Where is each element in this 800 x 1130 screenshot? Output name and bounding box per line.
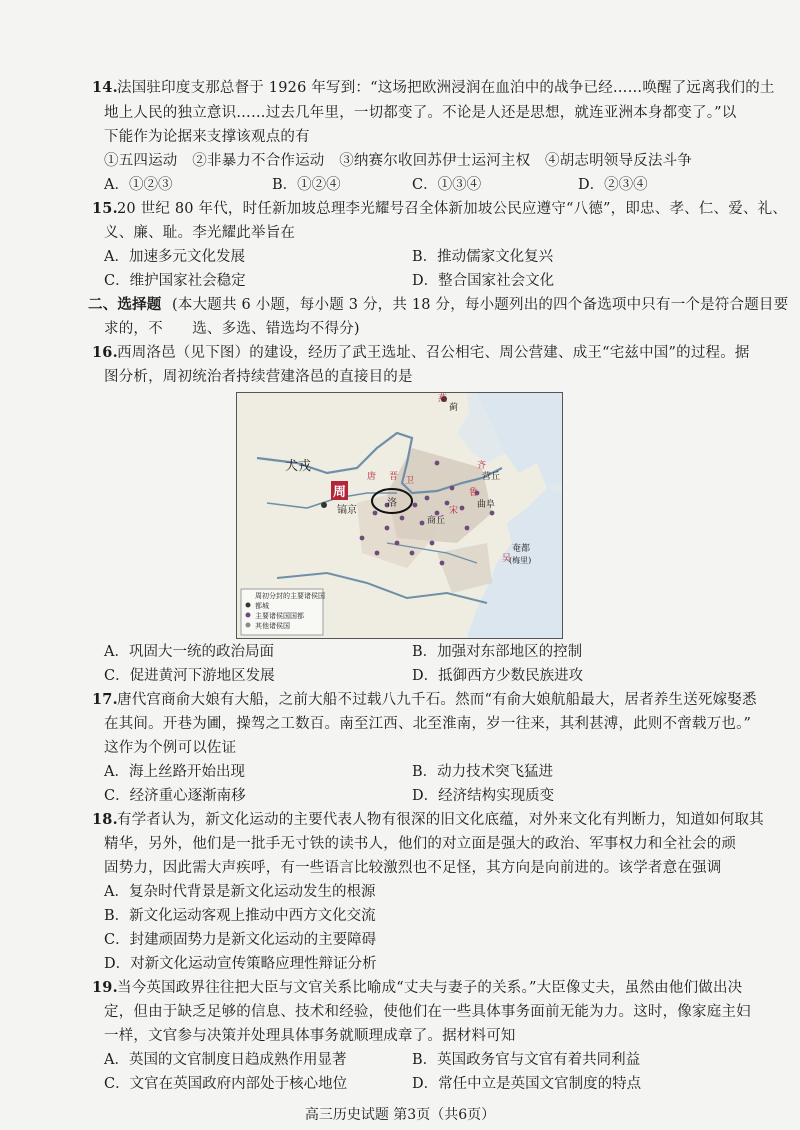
question-text-line: 当今英国政界往往把大臣与文官关系比喻成“丈夫与妻子的关系。”大臣像丈夫，虽然由他们做出决	[117, 980, 743, 996]
question-items: ①五四运动 ②非暴力不合作运动 ③纳赛尔收回苏伊士运河主权 ④胡志明领导反法斗争	[104, 153, 692, 169]
question-text-line: 精华，另外，他们是一批手无寸铁的读书人，他们的对立面是强大的政治、军事权力和全社会的顽	[104, 836, 737, 852]
question-text-line: 固势力，因此需大声疾呼，有一些语言比较激烈也不足怪，其方向是向前进的。该学者意在强调	[104, 860, 722, 876]
question-text-line: 地上人民的独立意识……过去几年里，一切都变了。不论是人还是思想，就连亚洲本身都变了。”以	[104, 105, 737, 121]
question-text-line: 下能作为论据来支撑该观点的有	[104, 129, 310, 145]
question-text-line: 义、廉、耻。李光耀此举旨在	[104, 225, 296, 241]
section-instructions: 求的，不 选、多选、错选均不得分)	[104, 321, 360, 337]
option-a[interactable]: A．英国的文官制度日趋成熟作用显著	[104, 1052, 347, 1068]
option-c[interactable]: C．促进黄河下游地区发展	[104, 668, 275, 684]
question-text-line: 20 世纪 80 年代，时任新加坡总理李光耀号召全体新加坡公民应遵守“八德”，即忠、孝、仁、爱、礼、	[117, 201, 788, 217]
map-label-haojing: 镐京	[337, 505, 357, 516]
map-label-luo: 洛	[387, 498, 397, 509]
option-a[interactable]: A．复杂时代背景是新文化运动发生的根源	[104, 884, 376, 900]
map-label-ji: 蓟	[449, 403, 459, 413]
option-d[interactable]: D．整合国家社会文化	[412, 273, 555, 289]
question-text-line: 有学者认为，新文化运动的主要代表人物有很深的旧文化底蕴，对外来文化有判断力，知道如何取其	[117, 812, 764, 828]
question-text-line: 定，但由于缺乏足够的信息、技术和经验，使他们在一些具体事务面前无能为力。这时，像家庭主妇	[104, 1004, 751, 1020]
map-label-wei: 卫	[405, 476, 415, 486]
option-b[interactable]: B．新文化运动客观上推动中西方文化交流	[104, 908, 376, 924]
option-d[interactable]: D．②③④	[578, 177, 648, 193]
question-number: 14.	[92, 79, 118, 96]
question-text-line: 在其间。开巷为圃，操驾之工数百。南至江西、北至淮南，岁一往来，其利甚溥，此则不啻载万也。”	[104, 716, 752, 732]
option-d[interactable]: D．经济结构实现质变	[412, 788, 555, 804]
map-label-yan: 燕	[438, 394, 448, 404]
option-b[interactable]: B．①②④	[272, 177, 341, 193]
question-text-line: 一样，文官参与决策并处理具体事务就顺理成章了。据材料可知	[104, 1028, 516, 1044]
option-d[interactable]: D．对新文化运动宣传策略应理性辩证分析	[104, 956, 377, 972]
option-b[interactable]: B．动力技术突飞猛进	[412, 764, 554, 780]
question-text-line: 这作为个例可以佐证	[104, 740, 237, 756]
question-text-line: 法国驻印度支那总督于 1926 年写到：“这场把欧洲浸润在血泊中的战争已经……唤醒了远离我们的土	[117, 80, 775, 96]
legend-item: 其他诸侯国	[255, 622, 290, 630]
option-d[interactable]: D．常任中立是英国文官制度的特点	[412, 1076, 642, 1092]
option-d[interactable]: D．抵御西方少数民族进攻	[412, 668, 584, 684]
option-c[interactable]: C．维护国家社会稳定	[104, 273, 246, 289]
option-b[interactable]: B．英国政务官与文官有着共同利益	[412, 1052, 641, 1068]
map-label-tang: 唐	[367, 472, 377, 482]
legend-item: 都城	[255, 602, 269, 610]
option-c[interactable]: C．文官在英国政府内部处于核心地位	[104, 1076, 348, 1092]
map-label-jin: 晋	[389, 472, 399, 482]
option-c[interactable]: C．经济重心逐渐南移	[104, 788, 246, 804]
map-label-wu: 吴	[502, 554, 512, 564]
question-number: 17.	[92, 691, 118, 708]
map-label-qi: 齐	[477, 461, 487, 471]
map-label-yandu: 奄都	[512, 544, 531, 554]
question-number: 19.	[92, 979, 118, 996]
question-text-line: 唐代宫商俞大娘有大船，之前大船不过载八九千石。然而“有俞大娘航船最大，居者养生送死嫁娶悉	[117, 692, 757, 708]
page-footer: 高三历史试题 第3页（共6页）	[304, 1107, 496, 1123]
map-label-shangqiu: 商丘	[427, 516, 446, 526]
option-c[interactable]: C．①③④	[412, 177, 482, 193]
option-a[interactable]: A．巩固大一统的政治局面	[104, 644, 274, 660]
question-text-line: 西周洛邑（见下图）的建设，经历了武王选址、召公相宅、周公营建、成王“宅兹中国”的过程。据	[117, 345, 750, 361]
option-b[interactable]: B．推动儒家文化复兴	[412, 249, 554, 265]
map-label-zhou: 周	[331, 481, 348, 500]
map-label-song: 宋	[449, 506, 459, 516]
question-text-line: 图分析，周初统治者持续营建洛邑的直接目的是	[104, 369, 413, 385]
map-label-lu: 鲁	[469, 488, 479, 498]
option-a[interactable]: A．加速多元文化发展	[104, 249, 245, 265]
option-b[interactable]: B．加强对东部地区的控制	[412, 644, 583, 660]
question-number: 16.	[92, 344, 118, 361]
question-number: 18.	[92, 811, 118, 828]
legend-item: 主要诸侯国国都	[255, 612, 304, 620]
map-label-qufu: 曲阜	[477, 500, 496, 510]
question-number: 15.	[92, 200, 118, 217]
section-title: 二、选择题	[88, 296, 162, 313]
map-label-quanrong: 犬戎	[285, 459, 312, 474]
western-zhou-map	[236, 392, 563, 639]
legend-item: 周初分封的主要诸侯国	[255, 592, 325, 600]
map-label-meili: (梅里)	[509, 556, 532, 565]
map-label-yingqiu: 营丘	[482, 472, 501, 482]
option-c[interactable]: C．封建顽固势力是新文化运动的主要障碍	[104, 932, 377, 948]
map-legend	[255, 591, 325, 631]
option-a[interactable]: A．①②③	[104, 177, 173, 193]
section-instructions: (本大题共 6 小题，每小题 3 分，共 18 分，每小题列出的四个备选项中只有一个是符合题目要	[172, 297, 789, 313]
option-a[interactable]: A．海上丝路开始出现	[104, 764, 245, 780]
